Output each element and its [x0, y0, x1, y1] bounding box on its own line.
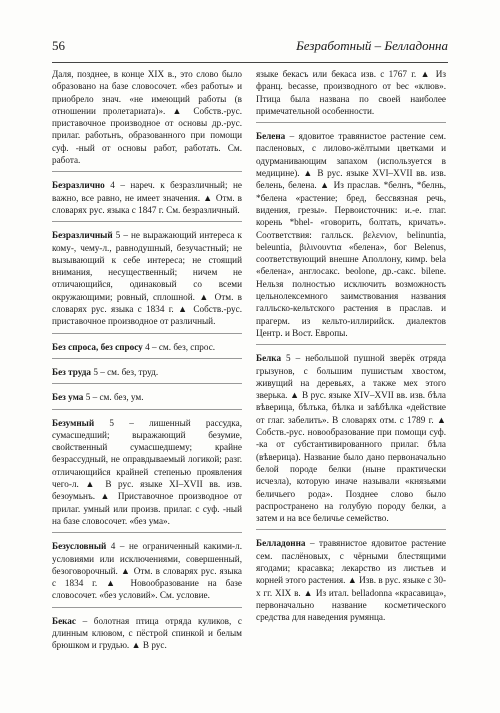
page-number: 56	[52, 38, 65, 53]
entry-text: 4 – см. без, спрос.	[142, 341, 216, 352]
entry-text: – ядовитое травянистое растение сем. пасленовых, с лилово-жёлтыми цветками и одурманивающим запахом (используется в медицине). ▲ В рус. языке XVI–XVII вв. изв. белень, белена. ▲ Из праслав. *белнъ, *белнь, *белена «растение; бред, бессвязная речь, видения, грезы». Первоисточник: и.-е. глаг. корень *bhel- «говорить, болтать, кричать». Соответствия: галльск. βελενιον, belinuntia, beleuntia, βιλινουντια «белена», бог Belenus, соответствующий внешне Аполлону, кимр. bela «белена», англосакс. beolone, др.-сакс. bilene. Нельзя полностью исключить возможность цельнолексемного заимствования названия галльско-кельтского растения в праслав. и прагерм. из кельто-иллирийск. диалектов Центр. и Вост. Европы.	[256, 131, 446, 338]
entry-headword: Безразлично	[52, 180, 105, 191]
dictionary-entry	[52, 540, 242, 601]
entry-headword: Белладонна	[256, 538, 306, 549]
entry-divider	[256, 529, 446, 530]
entry-headword: Бекас	[52, 615, 76, 626]
dictionary-entry	[256, 352, 446, 524]
dictionary-entry	[52, 229, 242, 327]
entry-divider	[256, 344, 446, 345]
entry-divider	[52, 383, 242, 384]
entry-text: – травянистое ядовитое растение сем. паслёновых, с чёрными блестящими ягодами; красавка; лекарство из листьев и корней этого растения. ▲ Изв. в рус. языке с 30-х гг. XIX в. ▲ Из итал. belladonna «красавица», первоначально название косметического средства для наведения румянца.	[256, 538, 446, 623]
right-column	[256, 68, 446, 623]
entry-text: 5 – не выражающий интереса к кому-, чему-л., равнодушный, безучастный; не вызывающий к себе интереса; не стоящий внимания, несущественный; ничем не отличающийся, одинаковый со всеми окружающими; ровный, сплошной. ▲ Отм. в словарях рус. языка с 1834 г. ▲ Собств.-рус. приставочное производное от различный.	[52, 230, 242, 327]
entry-divider	[52, 607, 242, 608]
dictionary-entry	[52, 615, 242, 652]
entry-headword: Безусловный	[52, 541, 107, 552]
entry-divider	[52, 333, 242, 334]
entry-text: 5 – лишенный рассудка, сумасшедший; выражающий безумие, свойственный сумасшедшему; крайне безрассудный, не оправдываемый логикой; разг. отличающийся крайней степенью проявления чего-л. ▲ В рус. языке XI–XVII вв. изв. безоумьнъ. ▲ Приставочное производное от прилаг. умный или произв. прилаг. с суф. -ный на базе словосочет. «без ума».	[52, 417, 242, 526]
dictionary-entry	[256, 537, 446, 623]
entry-text: 5 – см. без, труд.	[91, 366, 159, 377]
entry-divider	[52, 358, 242, 359]
entry-text: 4 – нареч. к безразличный; не важно, все равно, не имеет значения. ▲ Отм. в словарях рус. языка с 1847 г. См. безразличный.	[52, 180, 242, 215]
running-title: Безработный – Белладонна	[296, 38, 448, 53]
entry-headword: Белена	[256, 131, 286, 142]
entry-text: 5 – небольшой пушной зверёк отряда грызунов, с большим пушистым хвостом, живущий на деревьях, а также мех этого зверька. ▲ В рус. языке XIV–XVII вв. изв. бѣла вѣверица, бѣлъка, бѣлка и заѣбѣлка «действие от глаг. забелить». В словарях отм. с 1789 г. ▲ Собств.-рус. новообразование при помощи суф. -ка от субстантивированного прилаг. бѣла (вѣверица). Название было дано первоначально белой породе белки (ныне практически исчезла), которую иначе называли «князьями беличьего рода». Позднее слово было распространено на голубую породу белки, а затем и на все беличье семейство.	[256, 353, 446, 524]
page-header	[52, 38, 448, 54]
entry-headword: Безумный	[52, 417, 95, 428]
header-rule	[52, 62, 448, 63]
entry-divider	[52, 221, 242, 222]
dictionary-entry	[52, 366, 242, 378]
entry-continuation: Даля, позднее, в конце XIX в., это слово было образовано на базе словосочет. «без работы» и приобрело знач. «не имеющий работы (в отношении пролетариата)». ▲ Собств.-рус. приставочное производное от основы др.-рус. прилаг. работьнъ, образованного при помощи суф. -ный от основы работ, работать. См. работа.	[52, 69, 242, 166]
entry-headword: Без спроса, без спросу	[52, 341, 143, 352]
entry-headword: Без ума	[52, 392, 84, 403]
left-column	[52, 68, 242, 652]
dictionary-entry	[52, 391, 242, 403]
entry-headword: Белка	[256, 353, 282, 364]
entry-headword: Без труда	[52, 366, 92, 377]
entry-divider	[256, 122, 446, 123]
dictionary-entry	[256, 130, 446, 339]
entry-divider	[52, 532, 242, 533]
entry-continuation: языке бекасъ или бекаса изв. с 1767 г. ▲ Из франц. becasse, производного от bec «клюв». Птица была названа по своей наиболее примечательной особенности.	[256, 69, 446, 116]
entry-text: 4 – не ограниченный какими-л. условиями или исключениями, совершенный, безоговорочный. ▲ Отм. в словарях рус. языка с 1834 г. ▲ Новообразование на базе словосочет. «без условий». См. условие.	[52, 541, 242, 601]
entry-text: – болотная птица отряда куликов, с длинным клювом, с пёстрой спинкой и белым брюшком и грудью. ▲ В рус.	[52, 615, 242, 651]
dictionary-entry	[52, 179, 242, 216]
entry-text: 5 – см. без, ум.	[83, 392, 144, 403]
entry-divider	[52, 409, 242, 410]
dictionary-entry	[52, 417, 242, 528]
entry-headword: Безразличный	[52, 230, 113, 241]
entry-divider	[52, 171, 242, 172]
dictionary-entry	[52, 341, 242, 353]
